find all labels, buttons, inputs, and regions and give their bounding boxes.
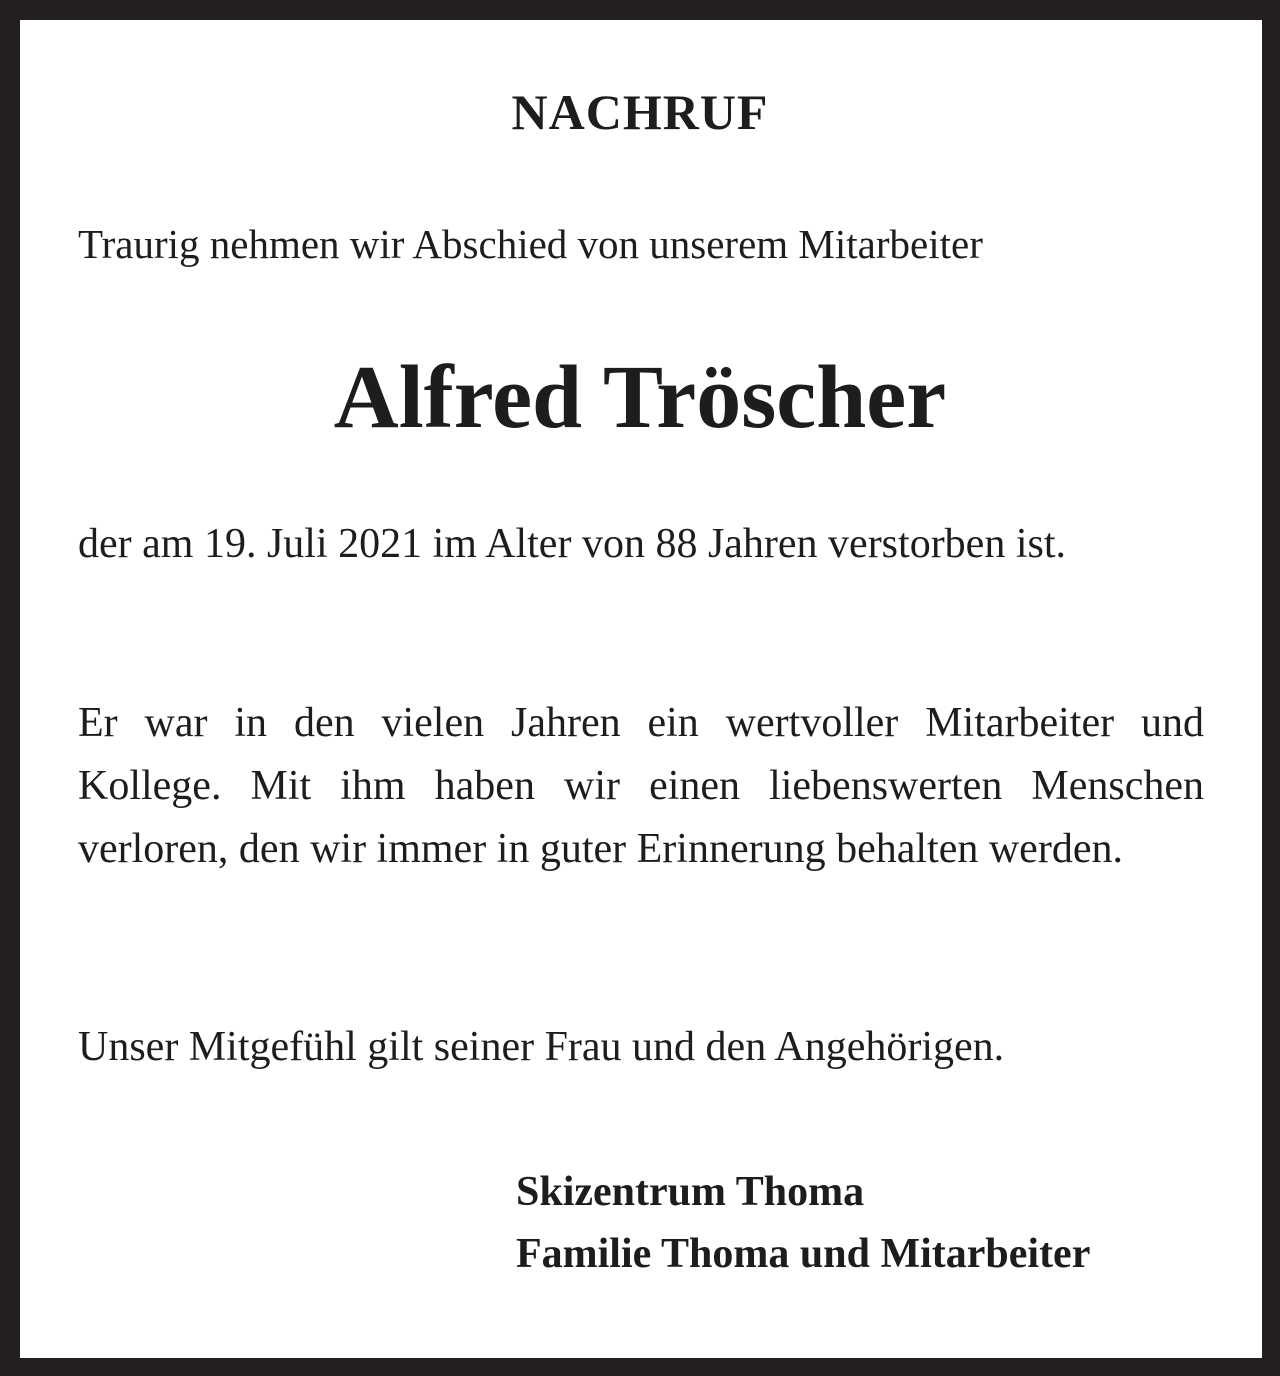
tribute-paragraph: Er war in den vielen Jahren ein wertvoller Mitarbeiter und Kollege. Mit ihm haben wir einen liebenswerten Menschen verloren, den wir immer in guter Erinnerung behalten werden.	[78, 700, 1204, 872]
signature-company: Skizentrum Thoma	[516, 1169, 865, 1215]
condolence-paragraph: Unser Mitgefühl gilt seiner Frau und den Angehörigen.	[78, 1024, 1005, 1070]
headline: NACHRUF	[511, 84, 769, 140]
deceased-name: Alfred Tröscher	[333, 348, 947, 447]
intro-text: Traurig nehmen wir Abschied von unserem Mitarbeiter	[78, 221, 983, 267]
signature-family: Familie Thoma und Mitarbeiter	[516, 1231, 1091, 1277]
death-date-paragraph: der am 19. Juli 2021 im Alter von 88 Jahren verstorben ist.	[78, 521, 1067, 567]
